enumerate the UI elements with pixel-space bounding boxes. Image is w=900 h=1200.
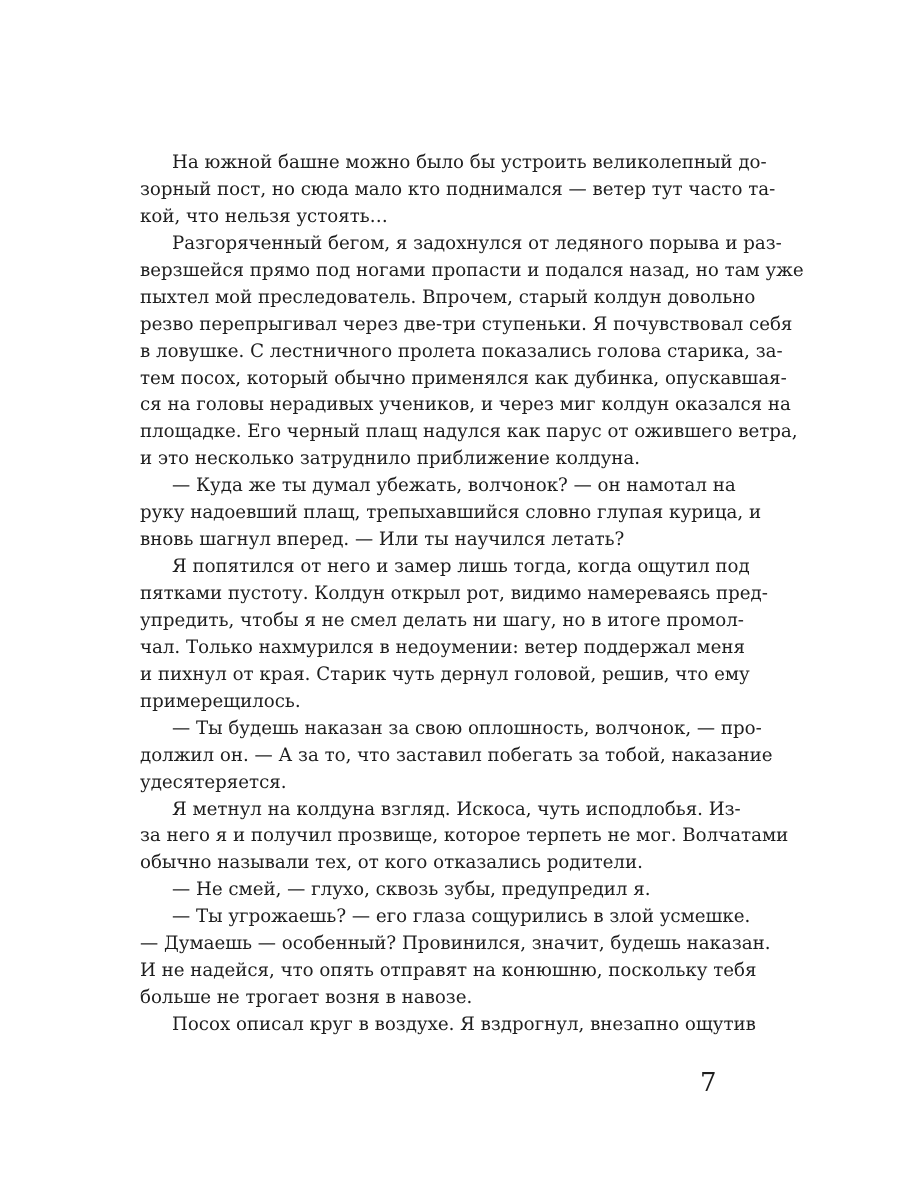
- text-line: — Ты будешь наказан за свою оплошность, волчонок, — про-: [172, 717, 762, 739]
- text-line: Посох описал круг в воздухе. Я вздрогнул, внезапно ощутив: [172, 1014, 756, 1035]
- text-line: должил он. — А за то, что заставил побегать за тобой, наказание: [140, 744, 773, 766]
- text-line: чал. Только нахмурился в недоумении: ветер поддержал меня: [140, 636, 745, 658]
- paragraph: [140, 904, 771, 1012]
- text-line: и пихнул от края. Старик чуть дернул головой, решив, что ему: [140, 663, 750, 685]
- text-line: вновь шагнул вперед. — Или ты научился летать?: [140, 529, 625, 551]
- paragraph: [140, 1012, 756, 1039]
- paragraph: [140, 554, 768, 716]
- text-line: руку надоевший плащ, трепыхавшийся словно глупая курица, и: [140, 502, 762, 524]
- text-line: Я попятился от него и замер лишь тогда, когда ощутил под: [172, 556, 750, 578]
- text-line: больше не трогает возня в навозе.: [140, 987, 473, 1009]
- text-line: — Не смей, — глухо, сквозь зубы, предупредил я.: [172, 879, 651, 901]
- text-line: верзшейся прямо под ногами пропасти и подался назад, но там уже: [140, 259, 804, 281]
- paragraph: [140, 231, 804, 473]
- text-line: На южной башне можно было бы устроить великолепный до-: [172, 152, 767, 173]
- text-line: — Куда же ты думал убежать, волчонок? — он намотал на: [172, 475, 736, 497]
- text-line: примерещилось.: [140, 690, 301, 712]
- text-line: обычно называли тех, от кого отказались родители.: [140, 852, 643, 874]
- text-line: и это несколько затруднило приближение колдуна.: [140, 448, 641, 470]
- text-line: пятками пустоту. Колдун открыл рот, видимо намереваясь пред-: [140, 583, 768, 604]
- text-line: пыхтел мой преследователь. Впрочем, старый колдун довольно: [140, 286, 756, 308]
- text-line: упредить, чтобы я не смел делать ни шагу, но в итоге промол-: [140, 609, 744, 631]
- text-line: И не надейся, что опять отправят на конюшню, поскольку тебя: [140, 960, 757, 982]
- paragraph: [140, 150, 776, 231]
- body-text: [140, 150, 804, 1039]
- text-line: ся на головы нерадивых учеников, и через миг колдун оказался на: [140, 394, 791, 416]
- text-line: в ловушке. С лестничного пролета показались голова старика, за-: [140, 340, 783, 362]
- text-line: резво перепрыгивал через две-три ступеньки. Я почувствовал себя: [140, 313, 793, 335]
- paragraph: [140, 473, 762, 554]
- text-line: Я метнул на колдуна взгляд. Искоса, чуть исподлобья. Из-: [172, 798, 741, 820]
- text-line: удесятеряется.: [140, 771, 287, 793]
- paragraph: [140, 716, 773, 797]
- text-line: зорный пост, но сюда мало кто поднимался — ветер тут часто та-: [140, 178, 776, 200]
- page-number: 7: [700, 1068, 717, 1098]
- paragraph: [140, 797, 789, 878]
- text-line: — Думаешь — особенный? Провинился, значит, будешь наказан.: [140, 933, 771, 955]
- text-line: тем посох, который обычно применялся как дубинка, опускавшая-: [140, 367, 787, 389]
- text-line: площадке. Его черный плащ надулся как парус от ожившего ветра,: [140, 421, 798, 443]
- text-line: — Ты угрожаешь? — его глаза сощурились в злой усмешке.: [172, 906, 751, 928]
- text-line: Разгоряченный бегом, я задохнулся от ледяного порыва и раз-: [172, 232, 782, 254]
- text-line: за него я и получил прозвище, которое терпеть не мог. Волчатами: [140, 825, 789, 847]
- paragraph: [140, 877, 718, 904]
- text-line: кой, что нельзя устоять…: [140, 205, 388, 227]
